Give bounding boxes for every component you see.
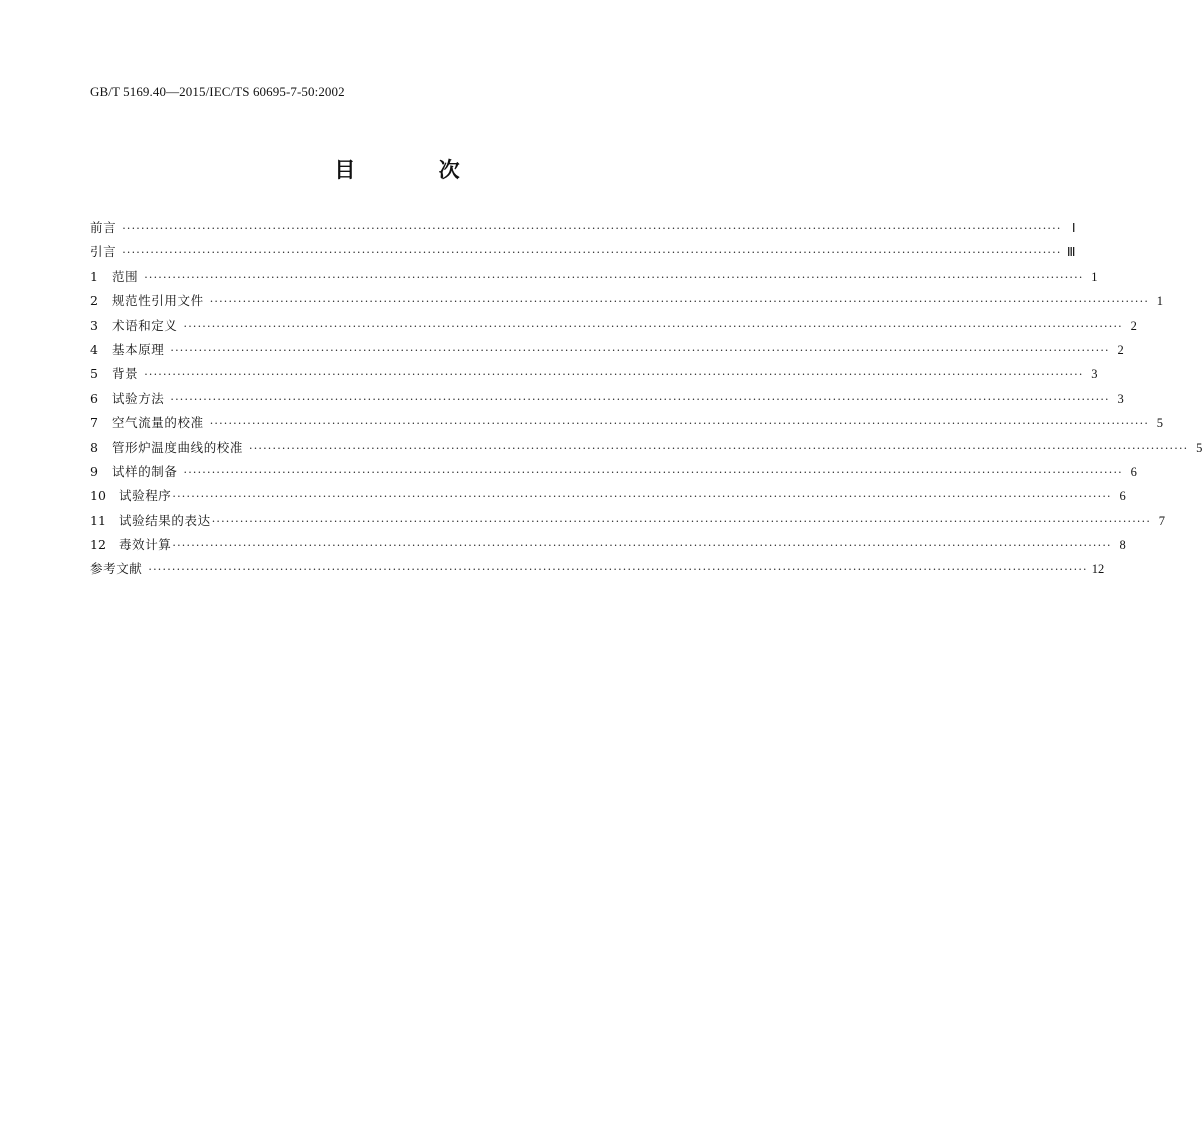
toc-entry[interactable] xyxy=(90,340,1124,364)
toc-entry[interactable] xyxy=(90,364,1098,388)
toc-entry-label: 毒效计算 xyxy=(119,537,172,553)
toc-page-number: 8 xyxy=(1119,538,1126,553)
standard-code: GB/T 5169.40—2015/IEC/TS 60695-7-50:2002 xyxy=(90,84,345,99)
toc-leader-dots: ········································································································································································································ xyxy=(122,222,1062,235)
toc-entry[interactable] xyxy=(90,535,1126,559)
toc-page-number: 3 xyxy=(1091,367,1098,382)
toc-entry-label: 背景 xyxy=(112,366,139,382)
toc-entry-label: 引言 xyxy=(90,244,117,260)
toc-entry-number: 5 xyxy=(90,366,98,382)
toc-entry[interactable] xyxy=(90,267,1098,291)
toc-leader-dots: ········································································································································································································ xyxy=(144,368,1084,382)
toc-entry[interactable] xyxy=(90,316,1137,340)
toc-entry-label: 基本原理 xyxy=(112,341,165,357)
toc-leader-dots: ········································································································································································································ xyxy=(209,295,1150,309)
toc-leader-dots: ········································································································································································································ xyxy=(209,417,1150,431)
toc-entry-label: 空气流量的校准 xyxy=(112,415,204,431)
toc-entry-label: 试样的制备 xyxy=(112,463,178,479)
toc-entry-number: 4 xyxy=(90,341,98,357)
toc-page-number: 1 xyxy=(1091,269,1098,284)
toc-entry-number: 6 xyxy=(90,390,98,406)
toc-page-number: 5 xyxy=(1156,416,1164,431)
toc-entry-label: 试验程序 xyxy=(119,488,172,504)
toc-page-number: 5 xyxy=(1196,440,1202,455)
toc-entry-number: 11 xyxy=(90,512,106,528)
toc-leader-dots: ········································································································································································································ xyxy=(183,465,1123,479)
toc-entry[interactable] xyxy=(90,291,1164,315)
toc-entry-label: 管形炉温度曲线的校准 xyxy=(112,439,244,455)
toc-entry-label: 试验方法 xyxy=(112,390,165,406)
toc-entry-label: 试验结果的表达 xyxy=(119,512,211,528)
toc-leader-dots: ········································································································································································································ xyxy=(249,441,1189,455)
toc-entry-number: 2 xyxy=(90,293,98,309)
toc-leader-dots: ········································································································································································································ xyxy=(148,563,1088,577)
toc-page-number: 12 xyxy=(1091,562,1105,577)
toc-leader-dots: ········································································································································································································ xyxy=(144,270,1084,284)
toc-entry[interactable] xyxy=(90,218,1076,242)
toc-page-number: 3 xyxy=(1117,391,1124,406)
toc-page-number: Ⅰ xyxy=(1071,221,1076,235)
toc-entry[interactable] xyxy=(90,438,1202,462)
toc-entry[interactable] xyxy=(90,511,1166,535)
toc-leader-dots: ········································································································································································································ xyxy=(122,246,1062,260)
toc-leader-dots: ········································································································································································································ xyxy=(211,514,1152,528)
toc-entry-label: 术语和定义 xyxy=(112,317,178,333)
toc-entry-number: 12 xyxy=(90,537,106,553)
toc-leader-dots: ········································································································································································································ xyxy=(170,343,1110,357)
toc-entry[interactable] xyxy=(90,486,1126,510)
toc-page-number: 2 xyxy=(1130,318,1137,333)
toc-entry-label: 范围 xyxy=(112,268,139,284)
toc-entry-label: 参考文献 xyxy=(90,561,143,577)
toc-leader-dots: ········································································································································································································ xyxy=(172,539,1112,553)
toc-entry[interactable] xyxy=(90,462,1137,486)
toc-entry-number: 3 xyxy=(90,317,98,333)
toc-entry-number: 9 xyxy=(90,463,98,479)
toc-entry-number: 8 xyxy=(90,439,98,455)
toc-entry[interactable] xyxy=(90,559,1105,583)
toc-entry-label: 前言 xyxy=(90,220,117,235)
table-of-contents xyxy=(90,218,1202,584)
toc-page-number: Ⅲ xyxy=(1066,245,1076,260)
toc-entry-label: 规范性引用文件 xyxy=(112,293,204,309)
toc-entry-number: 10 xyxy=(90,488,106,504)
toc-leader-dots: ········································································································································································································ xyxy=(183,319,1123,333)
toc-leader-dots: ········································································································································································································ xyxy=(170,392,1110,406)
toc-page-number: 6 xyxy=(1119,489,1126,504)
page-title: 目 次 xyxy=(334,158,498,182)
toc-page-number: 6 xyxy=(1130,464,1137,479)
toc-entry-number: 7 xyxy=(90,415,98,431)
toc-entry[interactable] xyxy=(90,242,1076,266)
toc-page-number: 2 xyxy=(1117,342,1124,357)
toc-entry[interactable] xyxy=(90,389,1124,413)
toc-entry-number: 1 xyxy=(90,268,98,284)
toc-page-number: 1 xyxy=(1156,294,1164,309)
toc-leader-dots: ········································································································································································································ xyxy=(172,490,1112,504)
toc-entry[interactable] xyxy=(90,413,1164,437)
toc-page-number: 7 xyxy=(1158,513,1166,528)
